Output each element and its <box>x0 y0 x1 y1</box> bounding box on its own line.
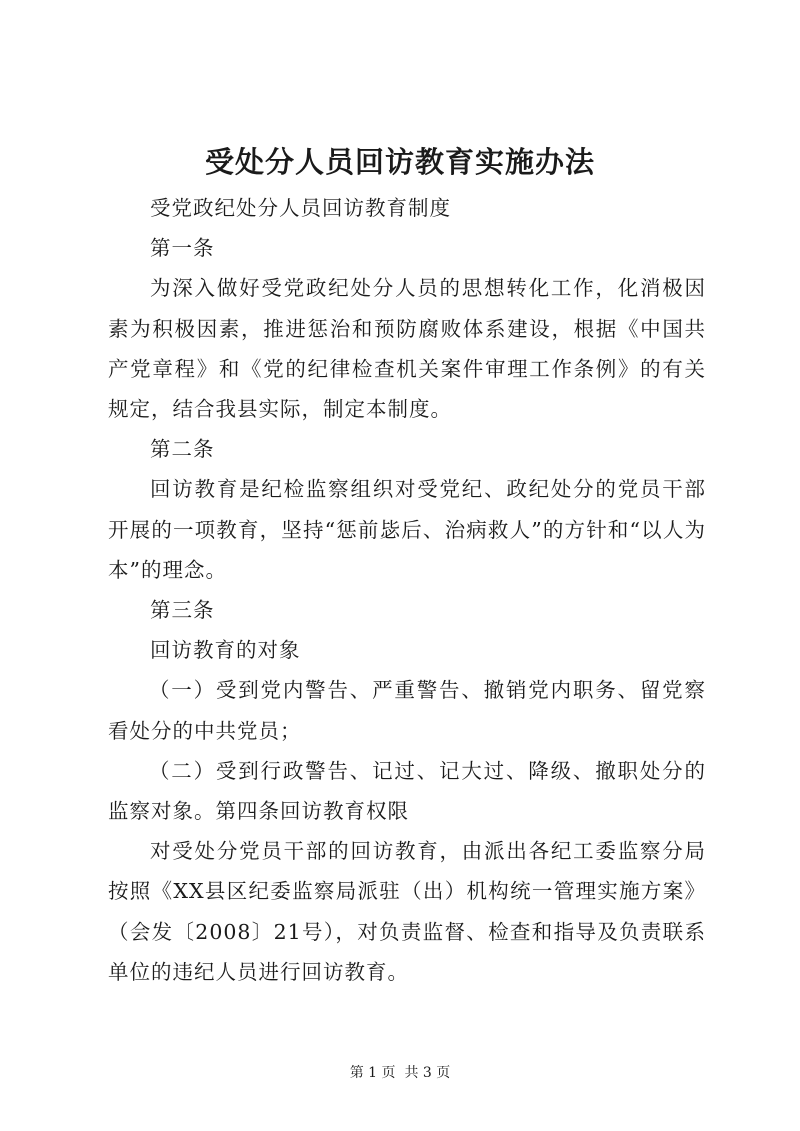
paragraph-article-4-text: 对受处分党员干部的回访教育，由派出各纪工委监察分局按照《XX县区纪委监察局派驻（出）机构统一管理实施方案》（会发〔2008〕21号），对负责监督、检查和指导及负责联系单位的违纪人员进行回访教育。 <box>108 839 706 984</box>
paragraph-article-1-heading: 第一条 <box>150 236 215 261</box>
document-body <box>108 188 706 992</box>
paragraph-subtitle: 受党政纪处分人员回访教育制度 <box>150 196 452 220</box>
paragraph-article-2-text: 回访教育是纪检监察组织对受党纪、政纪处分的党员干部开展的一项教育，坚持“惩前毖后、治病救人”的方针和“以人为本”的理念。 <box>108 477 706 582</box>
document-title: 受处分人员回访教育实施办法 <box>204 145 595 179</box>
paragraph-item-2: （二）受到行政警告、记过、记大过、降级、撤职处分的监察对象。第四条回访教育权限 <box>108 758 706 824</box>
paragraph-article-3-subject: 回访教育的对象 <box>150 638 301 663</box>
paragraph-article-1-text: 为深入做好受党政纪处分人员的思想转化工作，化消极因素为积极因素，推进惩治和预防腐败体系建设，根据《中国共产党章程》和《党的纪律检查机关案件审理工作条例》的有关规定，结合我县实际，制定本制度。 <box>108 276 706 422</box>
paragraph-article-3-heading: 第三条 <box>150 598 215 623</box>
page-number-label: 第 1 页 共 3 页 <box>349 1065 451 1081</box>
paragraph-article-2-heading: 第二条 <box>150 437 215 462</box>
paragraph-item-1: （一）受到党内警告、严重警告、撤销党内职务、留党察看处分的中共党员； <box>108 678 706 743</box>
page-footer <box>0 1062 800 1084</box>
